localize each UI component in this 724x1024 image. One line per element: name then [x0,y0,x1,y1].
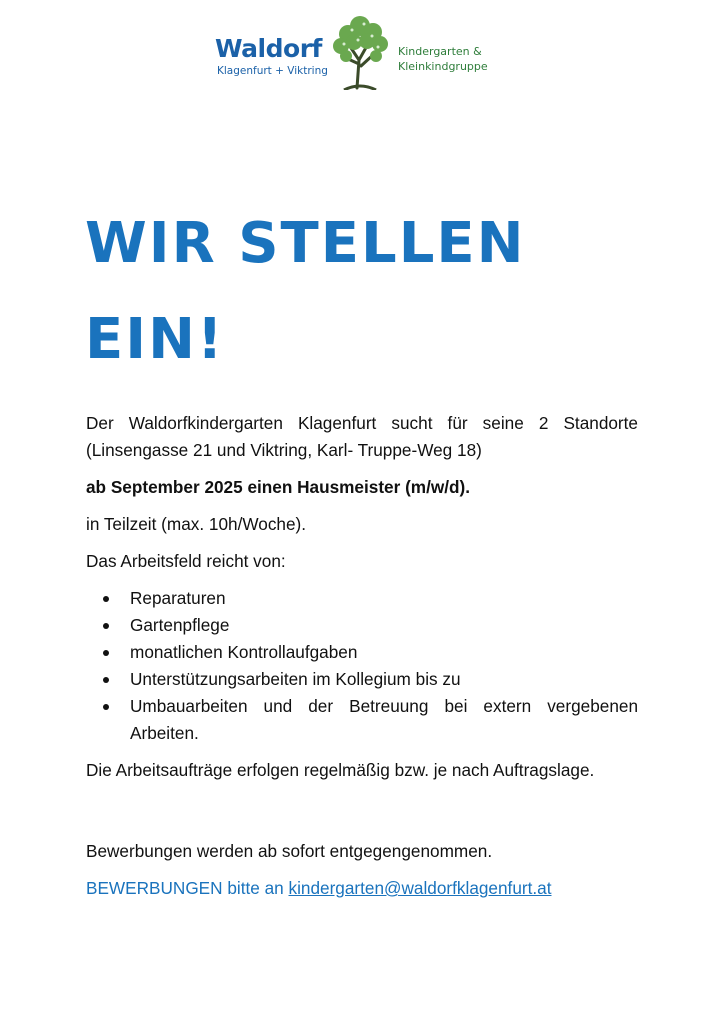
applications-text: Bewerbungen werden ab sofort entgegengenommen. [86,841,493,861]
list-item [130,585,638,612]
apply-prefix: BEWERBUNGEN bitte an [86,878,284,898]
headline-line-2: EIN! [85,307,225,372]
task-text: Unterstützungsarbeiten im Kollegium bis zu [130,669,461,689]
bullet-icon [103,677,109,683]
task-text: monatlichen Kontrollaufgaben [130,642,358,662]
bullet-icon [103,623,109,629]
task-text: Gartenpflege [130,615,230,635]
bullet-icon [103,704,109,710]
list-item [130,666,638,693]
tree-icon [326,14,394,90]
logo-line-1: Kindergarten & [398,45,482,58]
headline-line-1: WIR STELLEN [85,211,526,276]
list-item [130,612,638,639]
list-item [130,693,638,747]
spacer [86,794,638,838]
page-headline [85,196,526,388]
logo-tagline [398,44,488,74]
job-description [86,410,638,912]
position-title: ab September 2025 einen Hausmeister (m/w/d). [86,477,470,497]
logo-location: Klagenfurt + Viktring [217,65,328,77]
bullet-icon [103,596,109,602]
waldorf-logo [208,10,508,92]
email-link[interactable]: kindergarten@waldorfklagenfurt.at [288,878,552,898]
task-list [86,585,638,747]
list-item [130,639,638,666]
logo-wordmark: Waldorf [215,34,322,63]
task-text: Umbauarbeiten und der Betreuung bei extern vergebenen Arbeiten. [130,696,638,743]
tasks-intro: Das Arbeitsfeld reicht von: [86,551,286,571]
bullet-icon [103,650,109,656]
apply-line [86,875,638,902]
orders-paragraph: Die Arbeitsaufträge erfolgen regelmäßig bzw. je nach Auftragslage. [86,760,595,780]
task-text: Reparaturen [130,588,226,608]
hours-text: in Teilzeit (max. 10h/Woche). [86,514,307,534]
intro-paragraph: Der Waldorfkindergarten Klagenfurt sucht für seine 2 Standorte (Linsengasse 21 und Viktring, Karl- Truppe-Weg 18) [86,413,638,460]
logo-line-2: Kleinkindgruppe [398,60,488,73]
